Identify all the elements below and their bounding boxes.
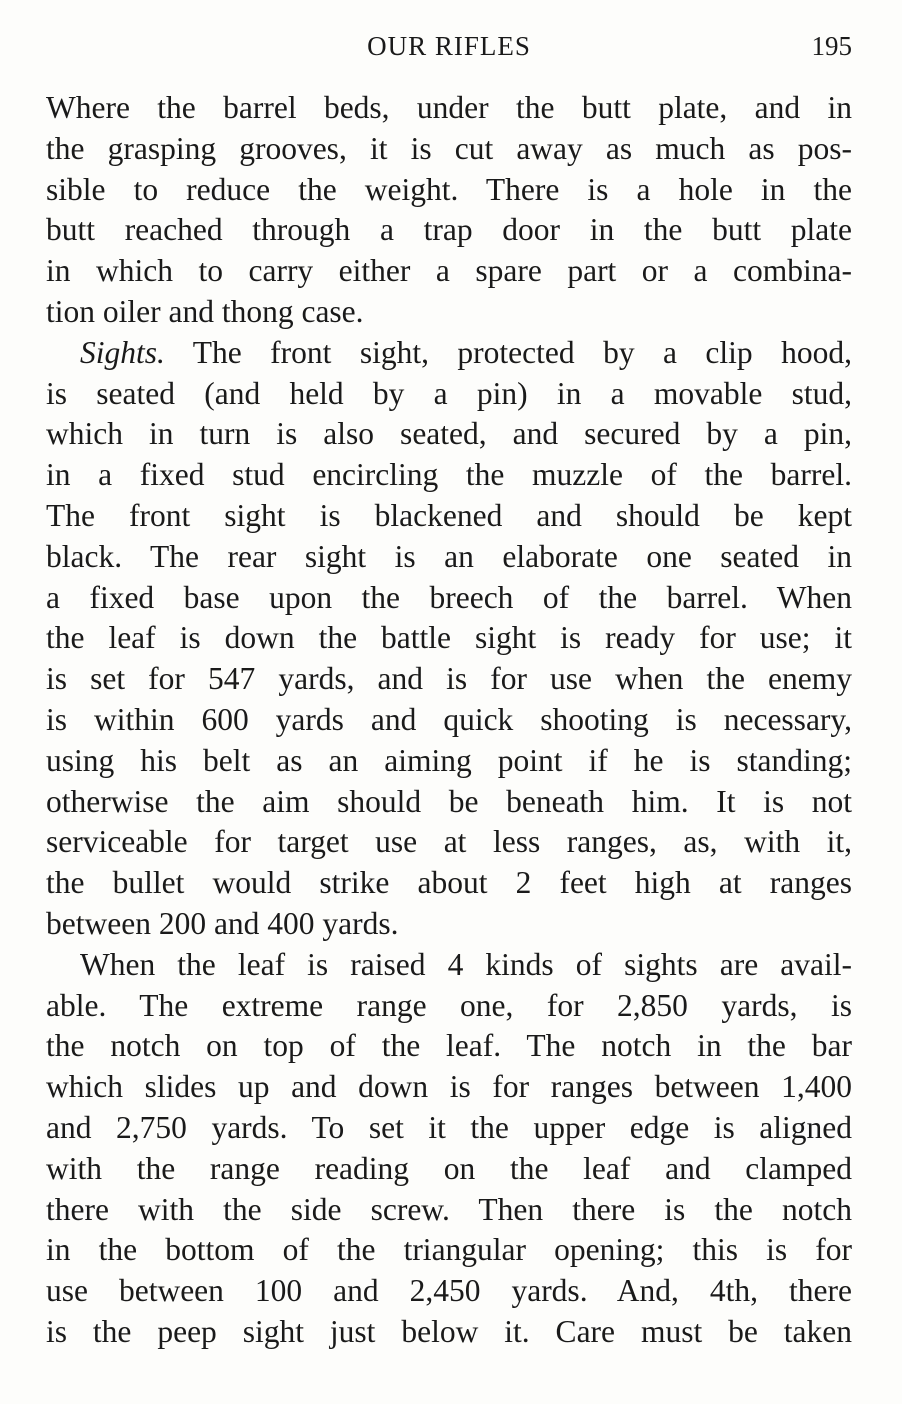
running-head xyxy=(46,28,852,64)
body-text xyxy=(46,88,852,1353)
text-line: The front sight is blackened and should be kept xyxy=(46,497,852,533)
text-line-rest: The front sight, protected by a clip hood, xyxy=(192,334,852,370)
text-line: otherwise the aim should be beneath him. It is not xyxy=(46,783,852,819)
text-line: between 200 and 400 yards. xyxy=(46,905,399,941)
text-line: using his belt as an aiming point if he is standing; xyxy=(46,742,852,778)
text-line: in which to carry either a spare part or a combina- xyxy=(46,253,852,289)
text-line: in the bottom of the triangular opening; this is for xyxy=(46,1232,852,1268)
text-line: the leaf is down the battle sight is ready for use; it xyxy=(46,620,852,656)
text-line: and 2,750 yards. To set it the upper edge is aligned xyxy=(46,1109,852,1145)
text-line: which in turn is also seated, and secured by a pin, xyxy=(46,416,852,452)
text-line: able. The extreme range one, for 2,850 yards, is xyxy=(46,987,852,1023)
text-line: is the peep sight just below it. Care must be taken xyxy=(46,1313,852,1349)
running-title: OUR RIFLES xyxy=(367,31,531,61)
text-line: tion oiler and thong case. xyxy=(46,293,364,329)
text-line-first xyxy=(46,333,852,374)
text-line: there with the side screw. Then there is the notch xyxy=(46,1191,852,1227)
text-line: sible to reduce the weight. There is a hole in the xyxy=(46,171,852,207)
text-line: serviceable for target use at less ranges, as, with it, xyxy=(46,824,852,860)
run-in-heading: Sights. xyxy=(80,334,165,370)
text-line: the bullet would strike about 2 feet high at ranges xyxy=(46,865,852,901)
text-line: a fixed base upon the breech of the barrel. When xyxy=(46,579,852,615)
text-line: in a fixed stud encircling the muzzle of the barrel. xyxy=(46,457,852,493)
paragraph-sights xyxy=(46,333,852,945)
text-line: the grasping grooves, it is cut away as much as pos- xyxy=(46,130,852,166)
text-line: Where the barrel beds, under the butt plate, and in xyxy=(46,90,852,125)
paragraph-3 xyxy=(46,945,852,1353)
text-line: use between 100 and 2,450 yards. And, 4th, there xyxy=(46,1273,852,1309)
text-line: which slides up and down is for ranges between 1,400 xyxy=(46,1069,852,1105)
text-line: is within 600 yards and quick shooting is necessary, xyxy=(46,701,852,737)
text-line: is set for 547 yards, and is for use when the enemy xyxy=(46,661,852,697)
page-number: 195 xyxy=(811,31,852,61)
text-line: with the range reading on the leaf and clamped xyxy=(46,1150,852,1186)
text-line: the notch on top of the leaf. The notch in the bar xyxy=(46,1028,852,1064)
text-line: black. The rear sight is an elaborate one seated in xyxy=(46,538,852,574)
text-line: When the leaf is raised 4 kinds of sights are avail- xyxy=(80,946,852,982)
paragraph-1 xyxy=(46,88,852,333)
text-line: butt reached through a trap door in the butt plate xyxy=(46,212,852,248)
text-line: is seated (and held by a pin) in a movable stud, xyxy=(46,375,852,411)
